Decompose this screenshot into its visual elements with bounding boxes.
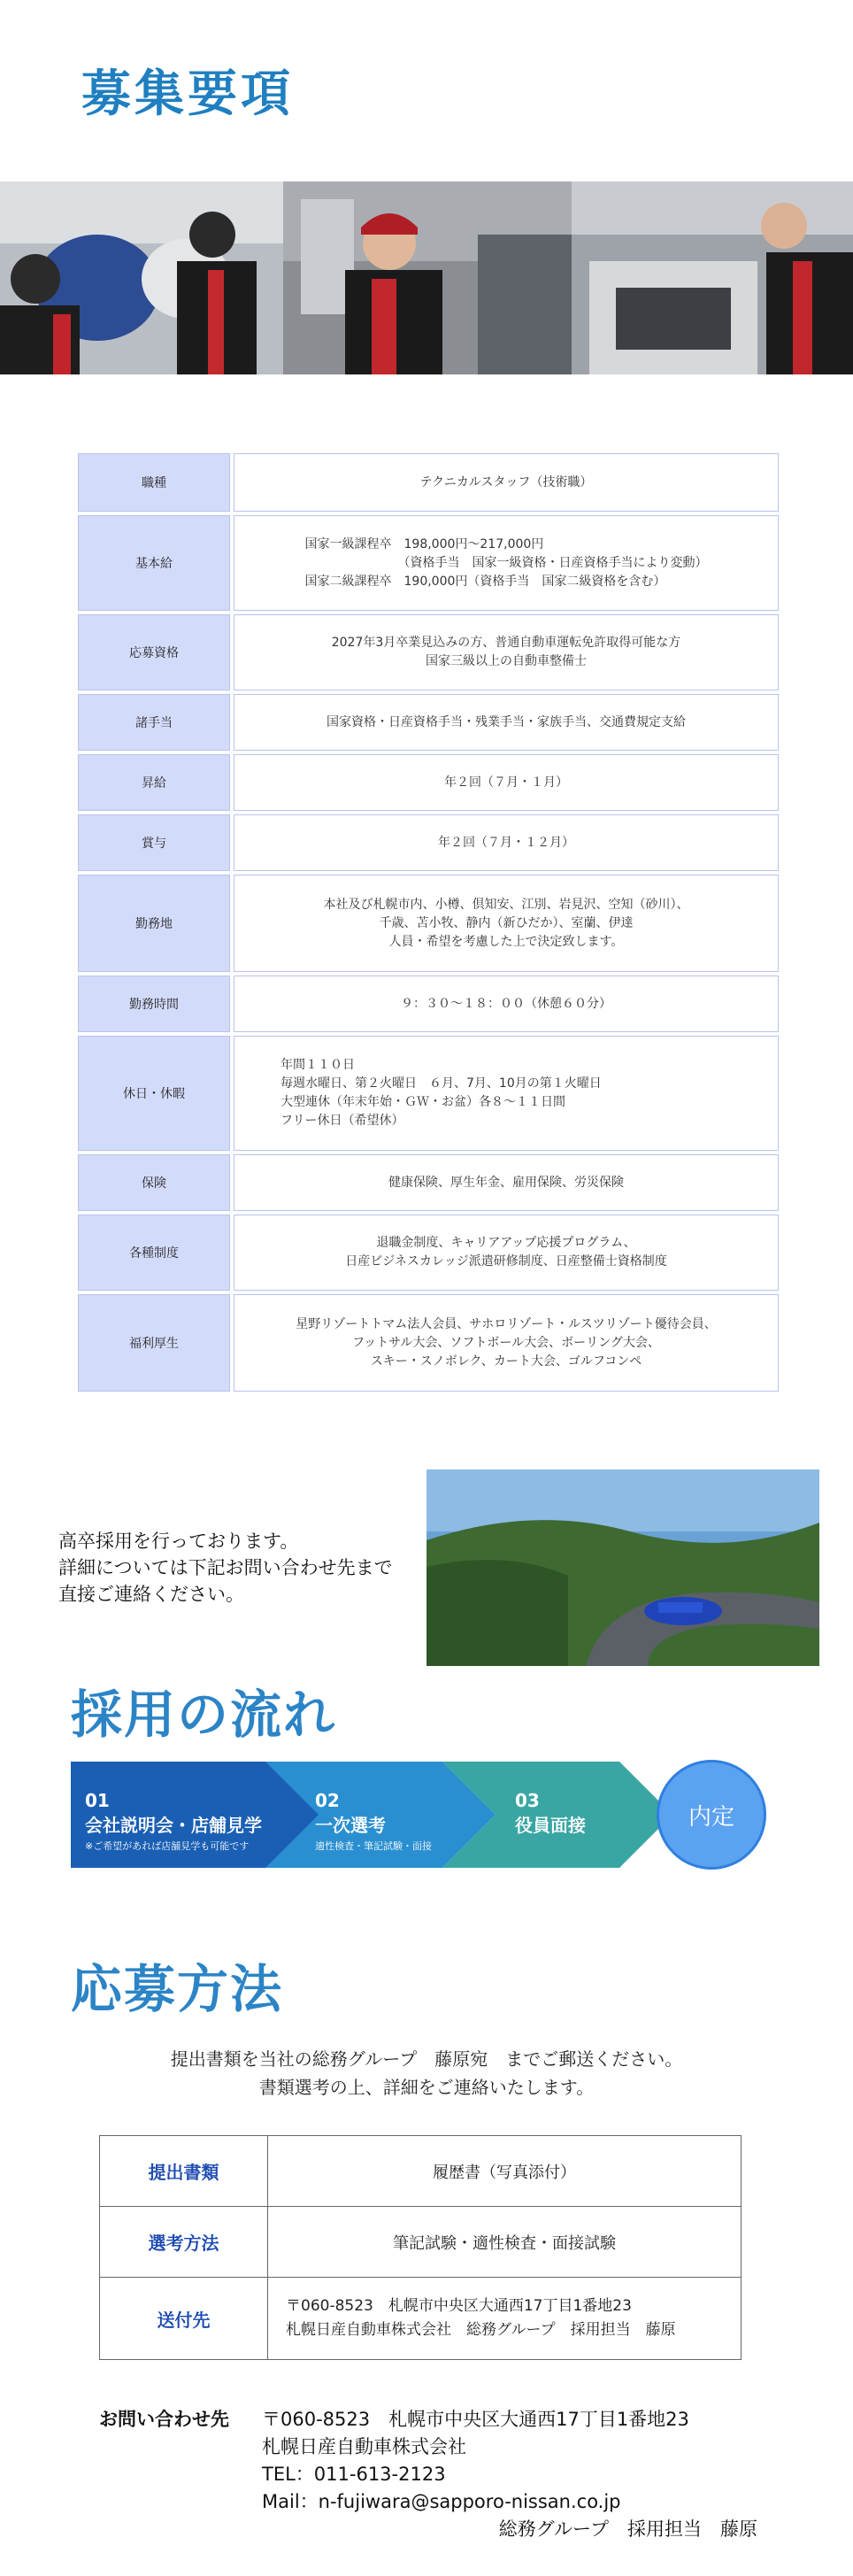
apply-value: 履歴書（写真添付） (433, 2163, 576, 2182)
contact-company: 札幌日産自動車株式会社 (262, 2436, 466, 2457)
req-row-qualification (78, 614, 779, 690)
contact-lines (262, 2406, 757, 2543)
req-row-job (78, 453, 779, 512)
req-value: 国家一級課程卒 198,000円〜217,000円 （資格手当 国家一級資格・日産資格手当により変動） 国家二級課程卒 190,000円（資格手当 国家二級資格を含む） (234, 515, 779, 611)
flow-step-number: 01 (85, 1790, 110, 1811)
req-row-hours (78, 976, 779, 1032)
apply-table (99, 2135, 742, 2360)
apply-label: 選考方法 (100, 2207, 268, 2277)
photo-mechanics-inspecting (0, 181, 283, 374)
recruit-note-text: 高卒採用を行っております。 詳細については下記お問い合わせ先まで 直接ご連絡ください。 (58, 1531, 393, 1605)
req-label: 勤務地 (78, 875, 230, 972)
req-label: 賞与 (78, 814, 230, 871)
req-value: テクニカルスタッフ（技術職） (234, 453, 779, 512)
req-value: 国家資格・日産資格手当・残業手当・家族手当、交通費規定支給 (234, 694, 779, 751)
req-value: 年２回（７月・１月） (234, 754, 779, 811)
req-label: 保険 (78, 1154, 230, 1211)
req-label: 応募資格 (78, 614, 230, 690)
flow-final-offer: 内定 (657, 1760, 766, 1870)
req-value: 年２回（７月・１２月） (234, 814, 779, 871)
apply-value: 〒060-8523 札幌市中央区大通西17丁目1番地23 札幌日産自動車株式会社 総務グループ 採用担当 藤原 (286, 2297, 676, 2339)
req-label: 各種制度 (78, 1215, 230, 1291)
req-value: 退職金制度、キャリアアップ応援プログラム、 日産ビジネスカレッジ派遣研修制度、日産整備士資格制度 (234, 1215, 779, 1291)
requirements-table (78, 453, 779, 1395)
flow-step-3 (515, 1790, 586, 1837)
flow-step-note: ※ご希望があれば店舗見学も可能です (85, 1840, 250, 1852)
req-label: 昇給 (78, 754, 230, 811)
req-row-welfare (78, 1294, 779, 1392)
apply-row-selection (100, 2207, 741, 2278)
photo-strip (0, 181, 853, 374)
recruit-note (58, 1528, 393, 1608)
flow-step-name: 一次選考 (315, 1815, 386, 1836)
req-row-bonus (78, 814, 779, 871)
flow-step-1 (85, 1790, 262, 1853)
road-photo (426, 1469, 819, 1666)
photo-mechanic-portrait (283, 181, 572, 374)
req-row-systems (78, 1215, 779, 1291)
apply-label: 送付先 (100, 2278, 268, 2359)
flow-step-number: 02 (315, 1790, 340, 1811)
contact-tel[interactable]: TEL：011-613-2123 (262, 2464, 446, 2485)
req-label: 諸手当 (78, 694, 230, 751)
req-value: 年間１１０日 毎週水曜日、第２火曜日 ６月、7月、10月の第１火曜日 大型連休（年末年始・ＧＷ・お盆）各８〜１１日間 フリー休日（希望休） (234, 1036, 779, 1151)
flow-step-name: 会社説明会・店舗見学 (85, 1815, 262, 1836)
req-value: 健康保険、厚生年金、雇用保険、労災保険 (234, 1154, 779, 1211)
req-row-raise (78, 754, 779, 811)
req-label: 勤務時間 (78, 976, 230, 1032)
flow-step-number: 03 (515, 1790, 540, 1811)
req-value: 星野リゾートトマム法人会員、サホロリゾート・ルスツリゾート優待会員、 フットサル大会、ソフトボール大会、ボーリング大会、 スキー・スノボレク、カート大会、ゴルフコンペ (234, 1294, 779, 1392)
req-value: 本社及び札幌市内、小樽、倶知安、江別、岩見沢、空知（砂川）、 千歳、苫小牧、静内（新ひだか）、室蘭、伊達 人員・希望を考慮した上で決定致します。 (234, 875, 779, 972)
flow-step-note: 適性検査・筆記試験・面接 (315, 1840, 432, 1852)
apply-intro: 提出書類を当社の総務グループ 藤原宛 までご郵送ください。 書類選考の上、詳細をご連絡いたします。 (170, 2048, 683, 2098)
req-value: 2027年3月卒業見込みの方、普通自動車運転免許取得可能な方 国家三級以上の自動車整備士 (234, 614, 779, 690)
req-label: 基本給 (78, 515, 230, 611)
req-label: 福利厚生 (78, 1294, 230, 1392)
req-label: 休日・休暇 (78, 1036, 230, 1151)
flow-step-2 (315, 1790, 432, 1853)
req-label: 職種 (78, 453, 230, 512)
req-row-salary (78, 515, 779, 611)
apply-row-documents (100, 2136, 741, 2207)
req-row-insurance (78, 1154, 779, 1211)
req-row-location (78, 875, 779, 972)
contact-mail[interactable]: Mail：n-fujiwara@sapporo-nissan.co.jp (262, 2491, 621, 2512)
apply-title: 応募方法 (71, 1959, 284, 2019)
req-row-allowance (78, 694, 779, 751)
contact-sign: 総務グループ 採用担当 藤原 (498, 2518, 757, 2540)
req-row-holidays (78, 1036, 779, 1151)
photo-mechanic-engine (572, 181, 853, 374)
flow-title: 採用の流れ (71, 1685, 337, 1745)
apply-value: 筆記試験・適性検査・面接試験 (393, 2233, 616, 2253)
flow-step-name: 役員面接 (515, 1815, 586, 1836)
apply-row-address (100, 2278, 741, 2359)
contact-label: お問い合わせ先 (99, 2409, 229, 2430)
page-title: 募集要項 (81, 66, 294, 123)
apply-label: 提出書類 (100, 2136, 268, 2206)
req-value: ９：３０〜１８：００（休憩６０分） (234, 976, 779, 1032)
recruitment-flow (71, 1762, 779, 1868)
contact-address: 〒060-8523 札幌市中央区大通西17丁目1番地23 (262, 2409, 689, 2430)
